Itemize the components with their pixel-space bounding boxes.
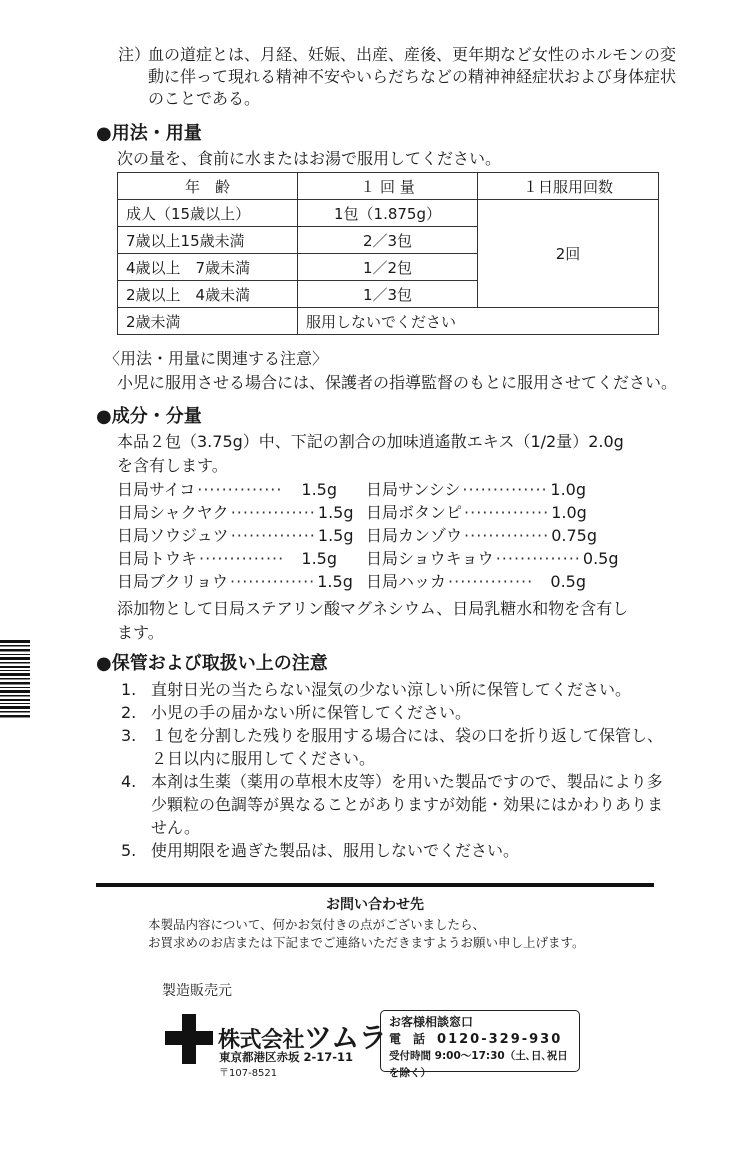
ingredient-name: 日局ブクリョウ <box>117 572 229 591</box>
ingredients-left-list <box>117 478 354 593</box>
list-item <box>117 570 353 593</box>
leader-dots: ·············· <box>230 526 316 545</box>
related-heading: 〈用法・用量に関連する注意〉 <box>104 349 329 368</box>
company-address: 東京都港区赤坂 2-17-11 <box>219 1050 354 1064</box>
section-divider <box>96 883 654 887</box>
list-item <box>366 478 586 501</box>
phone-label: 電 話 <box>389 1032 426 1046</box>
item-number: 2. <box>121 703 137 722</box>
ingredient-amount: 1.0g <box>550 480 586 499</box>
ingredient-name: 日局トウキ <box>117 549 198 568</box>
cell-age: 2歳以上 4歳未満 <box>118 281 298 308</box>
list-item <box>117 724 677 770</box>
table-row <box>118 308 659 335</box>
item-number: 4. <box>121 772 137 791</box>
cell-amount: 1／2包 <box>298 254 478 281</box>
ingredient-name: 日局ソウジュツ <box>117 526 229 545</box>
ingredients-right-list <box>366 478 619 593</box>
cell-age: 4歳以上 7歳未満 <box>118 254 298 281</box>
list-item <box>117 701 677 724</box>
customer-service-box <box>380 1010 580 1079</box>
item-text: 使用期限を過ぎた製品は、服用しないでください。 <box>151 841 520 860</box>
contact-heading: お問い合わせ先 <box>326 897 424 913</box>
list-item <box>366 547 619 570</box>
cell-amount: 服用しないでください <box>298 308 659 335</box>
header-age: 年 齢 <box>118 173 298 200</box>
cell-amount: 1包（1.875g） <box>298 200 478 227</box>
ingredients-heading: ●成分・分量 <box>96 406 202 427</box>
ingredient-name: 日局カンゾウ <box>366 526 463 545</box>
ingredient-amount: 1.5g <box>317 526 354 545</box>
contact-line-2: お買求めのお店または下記までご連絡いただきますようお願い申し上げます。 <box>148 935 585 950</box>
service-hours: 受付時間 9:00〜17:30（土､日､祝日を除く） <box>389 1050 568 1079</box>
item-text: 本剤は生薬（薬用の草根木皮等）を用いた製品ですので、製品により多少顆粒の色調等が異なることがありますが効能・効果にはかわりありません。 <box>151 772 664 837</box>
leader-dots: ·············· <box>230 503 316 522</box>
storage-heading: ●保管および取扱い上の注意 <box>96 653 328 674</box>
tsumura-cross-logo-icon <box>165 1014 213 1064</box>
cell-age: 成人（15歳以上） <box>118 200 298 227</box>
table-row <box>118 200 659 227</box>
related-text: 小児に服用させる場合には、保護者の指導監督のもとに服用させてください。 <box>117 373 678 392</box>
list-item <box>117 839 677 862</box>
leader-dots: ·············· <box>464 526 550 545</box>
company-prefix: 株式会社 <box>218 1028 305 1053</box>
cell-age: 2歳未満 <box>118 308 298 335</box>
list-item <box>117 524 354 547</box>
note-mark: 注） <box>118 45 151 64</box>
list-item <box>366 501 586 524</box>
barcode-icon <box>0 640 30 720</box>
list-item <box>117 678 677 701</box>
leader-dots: ·············· <box>199 549 285 568</box>
leader-dots: ·············· <box>230 572 316 591</box>
item-text: 小児の手の届かない所に保管してください。 <box>151 703 472 722</box>
header-times: １日服用回数 <box>478 173 659 200</box>
ingredient-name: 日局ショウキョウ <box>366 549 494 568</box>
ingredient-name: 日局ハッカ <box>366 572 447 591</box>
list-item <box>117 547 337 570</box>
dosage-heading: ●用法・用量 <box>96 123 202 144</box>
list-item <box>117 770 677 839</box>
ingredient-amount: 1.0g <box>551 503 587 522</box>
item-text: １包を分割した残りを服用する場合には、袋の口を折り返して保管し、２日以内に服用してください。 <box>151 726 664 768</box>
list-item <box>117 478 337 501</box>
ingredient-amount: 1.5g <box>317 503 354 522</box>
leader-dots: ·············· <box>448 572 534 591</box>
ingredient-amount: 0.5g <box>582 549 619 568</box>
company-zip: 〒107-8521 <box>219 1068 278 1079</box>
item-number: 1. <box>121 680 137 699</box>
ingredients-intro-2: を含有します。 <box>117 456 228 475</box>
dosage-table <box>117 172 659 335</box>
cell-times: 2回 <box>478 200 659 308</box>
ingredient-name: 日局サイコ <box>117 480 196 499</box>
ingredient-amount: 1.5g <box>301 549 337 568</box>
company-mark: ツムラ <box>304 1021 387 1054</box>
storage-list <box>117 678 677 862</box>
ingredient-amount: 1.5g <box>317 572 353 591</box>
note-block <box>118 44 678 110</box>
ingredient-amount: 0.5g <box>550 572 586 591</box>
ingredient-name: 日局シャクヤク <box>117 503 229 522</box>
maker-label: 製造販売元 <box>162 983 232 999</box>
list-item <box>117 501 354 524</box>
ingredient-amount: 1.5g <box>301 480 337 499</box>
item-text: 直射日光の当たらない湿気の少ない涼しい所に保管してください。 <box>151 680 632 699</box>
ingredient-amount: 0.75g <box>551 526 597 545</box>
additive-line-1: 添加物として日局ステアリン酸マグネシウム、日局乳糖水和物を含有し <box>117 599 629 618</box>
dosage-intro: 次の量を、食前に水またはお湯で服用してください。 <box>117 149 502 168</box>
cell-amount: 2／3包 <box>298 227 478 254</box>
leader-dots: ·············· <box>495 549 581 568</box>
contact-line-1: 本製品内容について、何かお気付きの点がございましたら、 <box>148 917 486 932</box>
cell-amount: 1／3包 <box>298 281 478 308</box>
item-number: 5. <box>121 841 137 860</box>
note-text: 血の道症とは、月経、妊娠、出産、産後、更年期など女性のホルモンの変動に伴って現れる精神不安やいらだちなどの精神神経症状および身体症状のことである。 <box>148 45 677 108</box>
phone-number: 0120-329-930 <box>437 1032 563 1047</box>
table-header-row <box>118 173 659 200</box>
leader-dots: ·············· <box>197 480 283 499</box>
ingredients-intro-1: 本品２包（3.75g）中、下記の割合の加味逍遙散エキス（1/2量）2.0g <box>117 432 624 451</box>
leader-dots: ·············· <box>464 503 550 522</box>
ingredient-name: 日局ボタンピ <box>366 503 463 522</box>
cell-age: 7歳以上15歳未満 <box>118 227 298 254</box>
header-amount: １ 回 量 <box>298 173 478 200</box>
phone-row <box>389 1031 571 1048</box>
leader-dots: ·············· <box>462 480 548 499</box>
list-item <box>366 524 597 547</box>
box-title: お客様相談窓口 <box>389 1015 474 1029</box>
list-item <box>366 570 586 593</box>
item-number: 3. <box>121 726 137 745</box>
ingredient-name: 日局サンシシ <box>366 480 461 499</box>
additive-line-2: ます。 <box>117 623 164 642</box>
